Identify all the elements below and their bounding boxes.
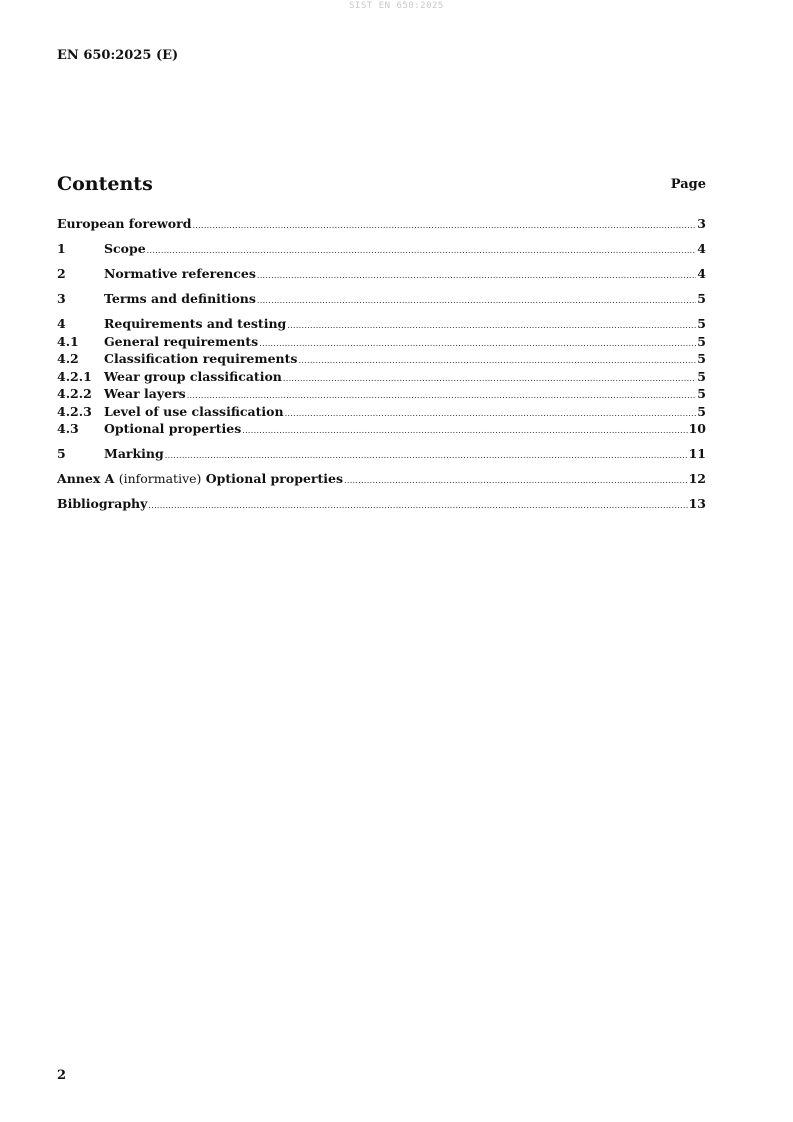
toc-entry-text: General requirements — [104, 333, 259, 349]
toc-dot-leader — [242, 422, 687, 440]
toc-entry-number: 3 — [57, 291, 66, 306]
toc-entry-classification-requirements[interactable] — [57, 350, 706, 368]
table-of-contents — [57, 215, 706, 513]
toc-entry-number: 4.3 — [57, 421, 79, 436]
toc-entry-number: 1 — [57, 241, 66, 256]
toc-entry-number: 4.2.2 — [57, 386, 92, 401]
toc-entry-scope[interactable] — [57, 240, 706, 258]
toc-entry-text: Scope — [104, 241, 146, 256]
toc-header — [57, 172, 706, 198]
toc-dot-leader — [257, 267, 696, 285]
toc-entry-page: 12 — [688, 471, 706, 486]
toc-entry-european-foreword[interactable] — [57, 215, 706, 233]
toc-dot-leader — [283, 370, 696, 388]
toc-dot-leader — [285, 405, 697, 423]
toc-entry-marking[interactable] — [57, 445, 706, 463]
toc-entry-wear-layers[interactable] — [57, 385, 706, 403]
toc-entry-page: 5 — [697, 368, 706, 384]
toc-entry-bibliography[interactable] — [57, 495, 706, 513]
toc-entry-text: Classification requirements — [104, 351, 298, 366]
toc-dot-leader — [192, 217, 696, 235]
toc-entry-number: 4 — [57, 316, 66, 331]
toc-entry-text: Requirements and testing — [104, 316, 287, 331]
toc-entry-optional-properties[interactable] — [57, 420, 706, 438]
toc-entry-page: 3 — [697, 216, 706, 231]
toc-entry-general-requirements[interactable] — [57, 333, 706, 351]
toc-dot-leader — [148, 497, 687, 515]
toc-entry-text: Terms and definitions — [104, 291, 256, 306]
annex-type: (informative) — [118, 471, 202, 486]
document-id: EN 650:2025 (E) — [57, 48, 179, 63]
toc-entry-level-of-use-classification[interactable] — [57, 403, 706, 421]
toc-entry-page: 5 — [697, 386, 706, 401]
toc-dot-leader — [344, 472, 688, 490]
toc-dot-leader — [287, 317, 696, 335]
toc-entry-text: Wear layers — [104, 386, 186, 401]
toc-entry-text: Wear group classification — [104, 368, 282, 384]
toc-entry-page: 4 — [697, 266, 706, 281]
toc-entry-text — [57, 470, 343, 488]
toc-dot-leader — [165, 447, 688, 465]
watermark: SIST EN 650:2025 — [349, 1, 444, 11]
page-number: 2 — [57, 1068, 67, 1083]
toc-dot-leader — [147, 242, 697, 260]
toc-entry-requirements-and-testing[interactable] — [57, 315, 706, 333]
toc-entry-annex-a[interactable] — [57, 470, 706, 488]
annex-title: Optional properties — [205, 471, 344, 486]
toc-entry-text: Bibliography — [57, 496, 148, 511]
toc-entry-number: 2 — [57, 266, 66, 281]
toc-entry-text: Marking — [104, 446, 164, 461]
toc-entry-page: 5 — [697, 291, 706, 306]
toc-entry-page: 5 — [697, 403, 706, 419]
toc-dot-leader — [257, 292, 696, 310]
toc-entry-page: 5 — [697, 316, 706, 331]
toc-entry-number: 4.2 — [57, 351, 79, 366]
toc-entry-text: Optional properties — [104, 421, 242, 436]
toc-entry-number: 4.1 — [57, 333, 79, 349]
toc-entry-text: European foreword — [57, 216, 192, 231]
toc-entry-number: 4.2.3 — [57, 403, 92, 419]
toc-entry-number: 5 — [57, 446, 66, 461]
toc-entry-page: 13 — [688, 496, 706, 511]
toc-dot-leader — [298, 352, 696, 370]
annex-prefix: Annex A — [57, 471, 115, 486]
toc-entry-terms-and-definitions[interactable] — [57, 290, 706, 308]
toc-entry-normative-references[interactable] — [57, 265, 706, 283]
toc-entry-text: Level of use classification — [104, 403, 284, 419]
toc-page-column-label: Page — [670, 177, 706, 192]
toc-entry-page: 4 — [697, 241, 706, 256]
toc-dot-leader — [259, 335, 696, 353]
toc-entry-wear-group-classification[interactable] — [57, 368, 706, 386]
toc-title: Contents — [57, 173, 153, 195]
toc-entry-page: 10 — [688, 421, 706, 436]
toc-entry-page: 11 — [688, 446, 706, 461]
toc-entry-text: Normative references — [104, 266, 256, 281]
toc-entry-number: 4.2.1 — [57, 368, 92, 384]
toc-entry-page: 5 — [697, 333, 706, 349]
toc-entry-page: 5 — [697, 351, 706, 366]
